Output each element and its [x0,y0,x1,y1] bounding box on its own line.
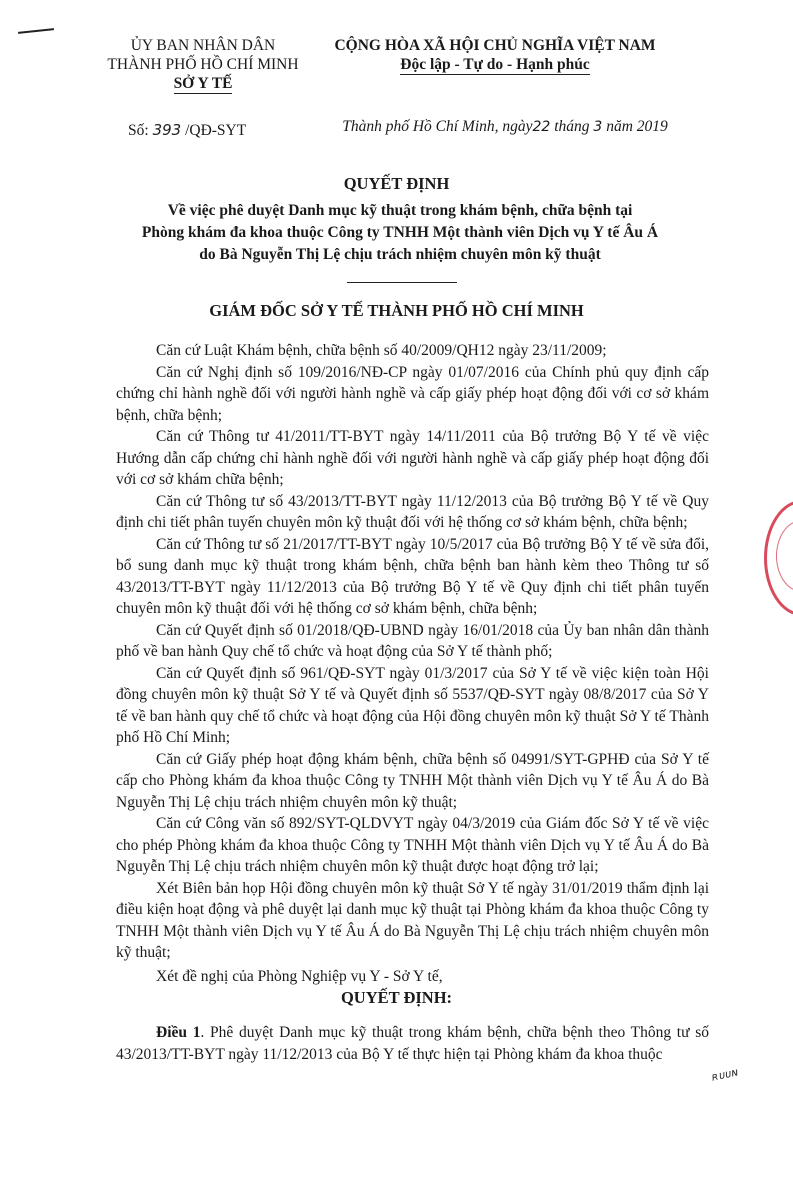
subject-line-1: Về việc phê duyệt Danh mục kỹ thuật trong khám bệnh, chữa bệnh tại [167,202,633,219]
date-part-3: năm 2019 [606,118,668,135]
national-header [330,36,660,75]
basis-paragraph: Căn cứ Quyết định số 01/2018/QĐ-UBND ngày 16/01/2018 của Ủy ban nhân dân thành phố về ban hành Quy chế tổ chức và hoạt động của Sở Y tế thành phố; [116,621,709,660]
agency-line-3: SỞ Y TẾ [173,75,233,92]
issuing-agency [88,36,318,94]
article-1 [116,1022,709,1065]
authority-heading: GIÁM ĐỐC SỞ Y TẾ THÀNH PHỐ HỒ CHÍ MINH [209,301,584,320]
basis-paragraph: Căn cứ Giấy phép hoạt động khám bệnh, chữa bệnh số 04991/SYT-GPHĐ của Sở Y tế cấp cho Phòng khám đa khoa thuộc Công ty TNHH Một thành viên Dịch vụ Y tế Âu Á do Bà Nguyễn Thị Lệ chịu trách nhiệm chuyên môn kỹ thuật; [116,750,709,811]
article-1-text: . Phê duyệt Danh mục kỹ thuật trong khám bệnh, chữa bệnh theo Thông tư số 43/2013/TT-BYT ngày 11/12/2013 của Bộ Y tế thực hiện tại Phòng khám đa khoa thuộc [116,1024,710,1063]
date-part-1: Thành phố Hồ Chí Minh, ngày [342,118,533,135]
national-motto: Độc lập - Tự do - Hạnh phúc [400,56,590,73]
article-1-label: Điều 1 [156,1024,201,1041]
agency-line-1: ỦY BAN NHÂN DÂN [130,37,276,54]
basis-paragraph: Căn cứ Thông tư 41/2011/TT-BYT ngày 14/11/2011 của Bộ trưởng Bộ Y tế về việc Hướng dẫn cấp chứng chỉ hành nghề đối với người hành nghề và cấp giấy phép hoạt động đối với cơ sở khám chữa bệnh; [116,428,709,488]
date-day: 22 [532,119,551,135]
basis-paragraph: Căn cứ Quyết định số 961/QĐ-SYT ngày 01/3/2017 của Sở Y tế về việc kiện toàn Hội đồng chuyên môn kỹ thuật Sở Y tế và Quyết định số 5537/QĐ-SYT ngày 08/8/2017 của Sở Y tế về ban hành quy chế tổ chức và hoạt động của Hội đồng chuyên môn kỹ thuật Sở Y tế Thành phố Hồ Chí Minh; [116,664,709,746]
decision-heading: QUYẾT ĐỊNH: [340,988,453,1007]
doc-number-prefix: Số: [128,122,149,139]
date-part-2: tháng [554,118,590,135]
basis-paragraph: Căn cứ Nghị định số 109/2016/NĐ-CP ngày 01/07/2016 của Chính phủ quy định cấp chứng chỉ hành nghề đối với người hành nghề và cấp giấy phép hoạt động đối với cơ sở khám bệnh, chữa bệnh; [116,363,709,424]
basis-paragraph: Căn cứ Thông tư số 21/2017/TT-BYT ngày 10/5/2017 của Bộ trưởng Bộ Y tế về sửa đổi, bổ sung danh mục kỹ thuật trong khám bệnh, chữa bệnh ban hành kèm theo Thông tư số 43/2013/TT-BYT ngày 11/12/2013 của Bộ trưởng Bộ Y tế về Quy định chi tiết phân tuyến chuyên môn kỹ thuật đối với hệ thống cơ sở khám bệnh, chữa bệnh; [116,535,709,617]
document-title: QUYẾT ĐỊNH [343,174,450,193]
agency-line-2: THÀNH PHỐ HỒ CHÍ MINH [107,56,299,73]
basis-paragraph: Xét đề nghị của Phòng Nghiệp vụ Y - Sở Y tế, [156,967,443,985]
doc-number-value: 393 [152,121,182,139]
basis-paragraph: Căn cứ Thông tư số 43/2013/TT-BYT ngày 11/12/2013 của Bộ trưởng Bộ Y tế về Quy định chi tiết phân tuyến chuyên môn kỹ thuật đối với hệ thống cơ sở khám bệnh, chữa bệnh; [116,492,709,531]
issue-date [330,118,680,136]
date-month: 3 [593,119,603,135]
doc-number-suffix: /QĐ-SYT [185,122,247,139]
document-subject [100,200,700,266]
pen-mark [18,28,54,34]
document-number [128,121,246,140]
separator-line [347,282,457,283]
subject-line-3: do Bà Nguyễn Thị Lệ chịu trách nhiệm chuyên môn kỹ thuật [199,246,601,263]
subject-line-2: Phòng khám đa khoa thuộc Công ty TNHH Một thành viên Dịch vụ Y tế Âu Á [141,224,659,241]
legal-basis [116,340,709,987]
basis-paragraph: Xét Biên bản họp Hội đồng chuyên môn kỹ thuật Sở Y tế ngày 31/01/2019 thẩm định lại điều kiện hoạt động và phê duyệt lại danh mục kỹ thuật tại Phòng khám đa khoa thuộc Công ty TNHH Một thành viên Dịch vụ Y tế Âu Á do Bà Nguyễn Thị Lệ chịu trách nhiệm chuyên môn kỹ thuật; [116,879,709,961]
national-title: CỘNG HÒA XÃ HỘI CHỦ NGHĨA VIỆT NAM [334,37,656,54]
handwritten-initials: ʀᴜᴜɴ [710,1065,740,1084]
basis-paragraph: Căn cứ Luật Khám bệnh, chữa bệnh số 40/2009/QH12 ngày 23/11/2009; [156,342,607,359]
basis-paragraph: Căn cứ Công văn số 892/SYT-QLDVYT ngày 04/3/2019 của Giám đốc Sở Y tế về việc cho phép Phòng khám đa khoa thuộc Công ty TNHH Một thành viên Dịch vụ Y tế Âu Á do Bà Nguyễn Thị Lệ chịu trách nhiệm chuyên môn kỹ thuật được hoạt động trở lại; [116,815,709,875]
